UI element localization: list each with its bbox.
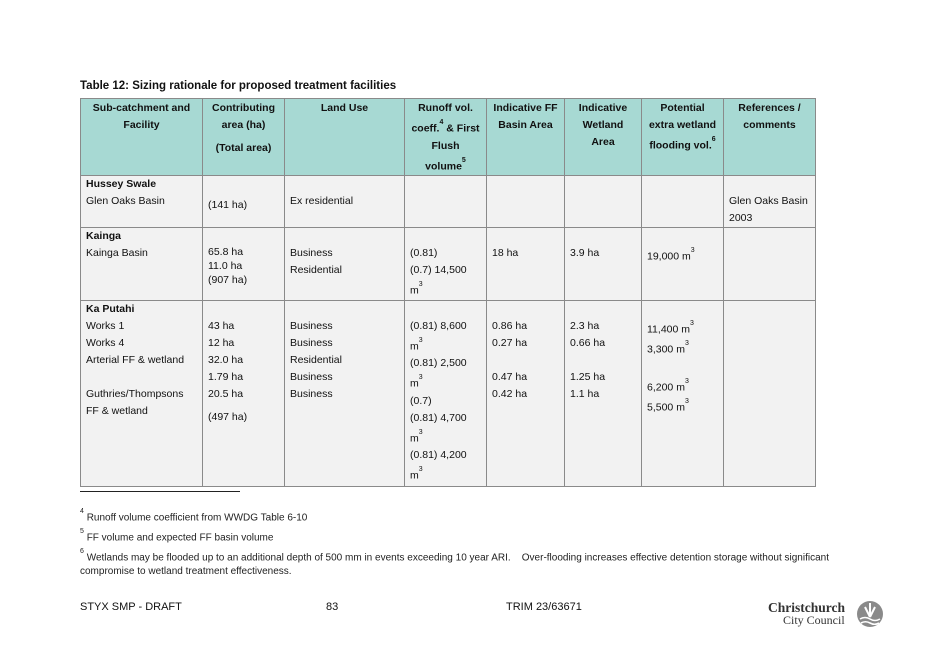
facility-name: Kainga Basin bbox=[86, 247, 148, 259]
footnote-divider bbox=[80, 491, 240, 492]
ff-basin-value: 18 ha bbox=[492, 247, 519, 259]
col-header-subcatchment: Sub-catchment and Facility bbox=[81, 99, 203, 176]
cell-area bbox=[203, 300, 285, 486]
runoff-value: (0.81) 2,500 bbox=[410, 357, 467, 369]
landuse-value: Business bbox=[290, 387, 333, 400]
logo-line-2: City Council bbox=[783, 613, 845, 627]
area-value: (497 ha) bbox=[208, 410, 248, 423]
runoff-value: (0.81) 8,600 bbox=[410, 319, 467, 332]
area-value: 1.79 ha bbox=[208, 370, 244, 383]
col-header-firstflush-label: & First Flush volume bbox=[425, 122, 480, 172]
runoff-unit: $m^3$ bbox=[410, 428, 423, 444]
cell-wetland bbox=[565, 228, 642, 301]
runoff-value: (0.7) 14,500 bbox=[410, 264, 467, 276]
cell-landuse bbox=[285, 176, 405, 228]
wetland-value: 1.1 ha bbox=[570, 387, 600, 400]
wetland-value: 2.3 ha bbox=[570, 319, 600, 332]
runoff-value: (0.7) bbox=[410, 394, 432, 407]
area-value: (141 ha) bbox=[208, 199, 248, 211]
runoff-value: (0.81) bbox=[410, 247, 438, 259]
flooding-value: 11,400 $m^3$ bbox=[647, 319, 694, 335]
area-value: 20.5 ha bbox=[208, 387, 244, 400]
table-row-hussey-swale bbox=[81, 176, 816, 228]
council-logo bbox=[768, 600, 884, 628]
footnote-ref-5: 5 bbox=[461, 156, 466, 164]
facility-name: Glen Oaks Basin bbox=[86, 195, 165, 207]
col-header-flooding bbox=[642, 99, 724, 176]
footnote-4 bbox=[80, 508, 860, 525]
col-header-runoff-label: Runoff vol. coeff. bbox=[411, 102, 473, 135]
area-value: 65.8 ha bbox=[208, 246, 244, 258]
landuse-value: Residential bbox=[290, 264, 342, 276]
sizing-table bbox=[80, 98, 816, 487]
cell-landuse bbox=[285, 228, 405, 301]
logo-line-1: Christchurch bbox=[768, 600, 846, 615]
landuse-value: Residential bbox=[290, 353, 342, 366]
council-emblem-icon bbox=[856, 600, 884, 628]
landuse-value: Business bbox=[290, 247, 333, 259]
footnote-number: 5 bbox=[80, 528, 84, 535]
cell-flooding bbox=[642, 176, 724, 228]
group-name: Ka Putahi bbox=[86, 302, 135, 315]
reference-value: Glen Oaks Basin 2003 bbox=[729, 195, 808, 224]
col-header-references: References / comments bbox=[724, 99, 816, 176]
footnote-text: Runoff volume coefficient from WWDG Table 6-10 bbox=[86, 512, 308, 524]
group-name: Kainga bbox=[86, 230, 122, 242]
cell-references bbox=[724, 176, 816, 228]
cell-flooding bbox=[642, 300, 724, 486]
landuse-value: Business bbox=[290, 319, 333, 332]
cell-runoff bbox=[405, 176, 487, 228]
area-value: (907 ha) bbox=[208, 274, 248, 286]
footer-trim-ref: TRIM 23/63671 bbox=[506, 601, 582, 613]
col-header-ff-basin: Indicative FF Basin Area bbox=[487, 99, 565, 176]
cell-references bbox=[724, 228, 816, 301]
cell-wetland bbox=[565, 176, 642, 228]
flooding-value: 6,200 $m^3$ bbox=[647, 377, 689, 393]
landuse-value: Business bbox=[290, 336, 333, 349]
cell-runoff bbox=[405, 300, 487, 486]
cell-landuse bbox=[285, 300, 405, 486]
table-row-kainga bbox=[81, 228, 816, 301]
landuse-value: Business bbox=[290, 370, 333, 383]
col-header-area bbox=[203, 99, 285, 176]
flooding-value: 19,000 $m^3$ bbox=[647, 247, 695, 263]
ff-basin-value: 0.86 ha bbox=[492, 319, 528, 332]
wetland-value: 1.25 ha bbox=[570, 370, 606, 383]
col-header-flooding-label: Potential extra wetland flooding vol. bbox=[648, 102, 717, 152]
col-header-runoff bbox=[405, 99, 487, 176]
ff-basin-value: 0.47 ha bbox=[492, 370, 528, 383]
flooding-value: 3,300 $m^3$ bbox=[647, 340, 689, 356]
ff-basin-value: 0.27 ha bbox=[492, 336, 528, 349]
cell-wetland bbox=[565, 300, 642, 486]
footer-doc-title: STYX SMP - DRAFT bbox=[80, 601, 182, 613]
cell-area bbox=[203, 228, 285, 301]
cell-facility bbox=[81, 228, 203, 301]
footnote-ref-4: 4 bbox=[439, 119, 444, 126]
footer-page-number: 83 bbox=[326, 601, 339, 613]
footnote-6 bbox=[80, 548, 860, 579]
runoff-value: (0.81) 4,700 bbox=[410, 411, 467, 424]
wetland-value: 0.66 ha bbox=[570, 336, 606, 349]
cell-runoff bbox=[405, 228, 487, 301]
runoff-unit: $m^3$ bbox=[410, 374, 423, 390]
group-name: Hussey Swale bbox=[86, 178, 157, 190]
facility-name: Works 4 bbox=[86, 336, 125, 349]
runoff-value: (0.81) 4,200 bbox=[410, 449, 467, 461]
col-header-area-label: Contributing area (ha) bbox=[212, 102, 275, 131]
col-header-total-area: (Total area) bbox=[215, 142, 272, 154]
wetland-value: 3.9 ha bbox=[570, 247, 600, 259]
area-value: 12 ha bbox=[208, 336, 235, 349]
runoff-unit: $m^3$ bbox=[410, 466, 423, 482]
flooding-value: 5,500 $m^3$ bbox=[647, 398, 689, 414]
area-value: 11.0 ha bbox=[208, 260, 243, 272]
footnote-text: Wetlands may be flooded up to an additional depth of 500 mm in events exceeding 10 year ARI. Over-flooding increases effective detention storage without significant compromise to wetland treatment effectiveness. bbox=[80, 552, 832, 578]
cell-facility bbox=[81, 176, 203, 228]
footnote-text: FF volume and expected FF basin volume bbox=[86, 532, 274, 544]
area-value: 32.0 ha bbox=[208, 353, 244, 366]
cell-ff-basin bbox=[487, 228, 565, 301]
table-header-row bbox=[81, 99, 816, 176]
table-caption: Table 12: Sizing rationale for proposed treatment facilities bbox=[80, 80, 397, 92]
runoff-unit: $m^3$ bbox=[410, 281, 423, 297]
ff-basin-value: 0.42 ha bbox=[492, 387, 528, 400]
footnote-number: 4 bbox=[80, 508, 84, 515]
cell-facility bbox=[81, 300, 203, 486]
footnote-5 bbox=[80, 528, 860, 545]
facility-name: Works 1 bbox=[86, 319, 125, 332]
col-header-wetland: Indicative Wetland Area bbox=[565, 99, 642, 176]
cell-ff-basin bbox=[487, 176, 565, 228]
cell-ff-basin bbox=[487, 300, 565, 486]
facility-name: Arterial FF & wetland bbox=[86, 353, 185, 366]
facility-name: FF & wetland bbox=[86, 404, 148, 417]
footnote-number: 6 bbox=[80, 548, 84, 555]
cell-flooding bbox=[642, 228, 724, 301]
col-header-landuse: Land Use bbox=[285, 99, 405, 176]
cell-references bbox=[724, 300, 816, 486]
landuse-value: Ex residential bbox=[290, 195, 354, 207]
table-row-ka-putahi bbox=[81, 300, 816, 486]
runoff-unit: $m^3$ bbox=[410, 336, 423, 352]
footnote-ref-6: 6 bbox=[711, 136, 716, 143]
cell-area bbox=[203, 176, 285, 228]
area-value: 43 ha bbox=[208, 319, 235, 332]
facility-name: Guthries/Thompsons bbox=[86, 387, 184, 400]
